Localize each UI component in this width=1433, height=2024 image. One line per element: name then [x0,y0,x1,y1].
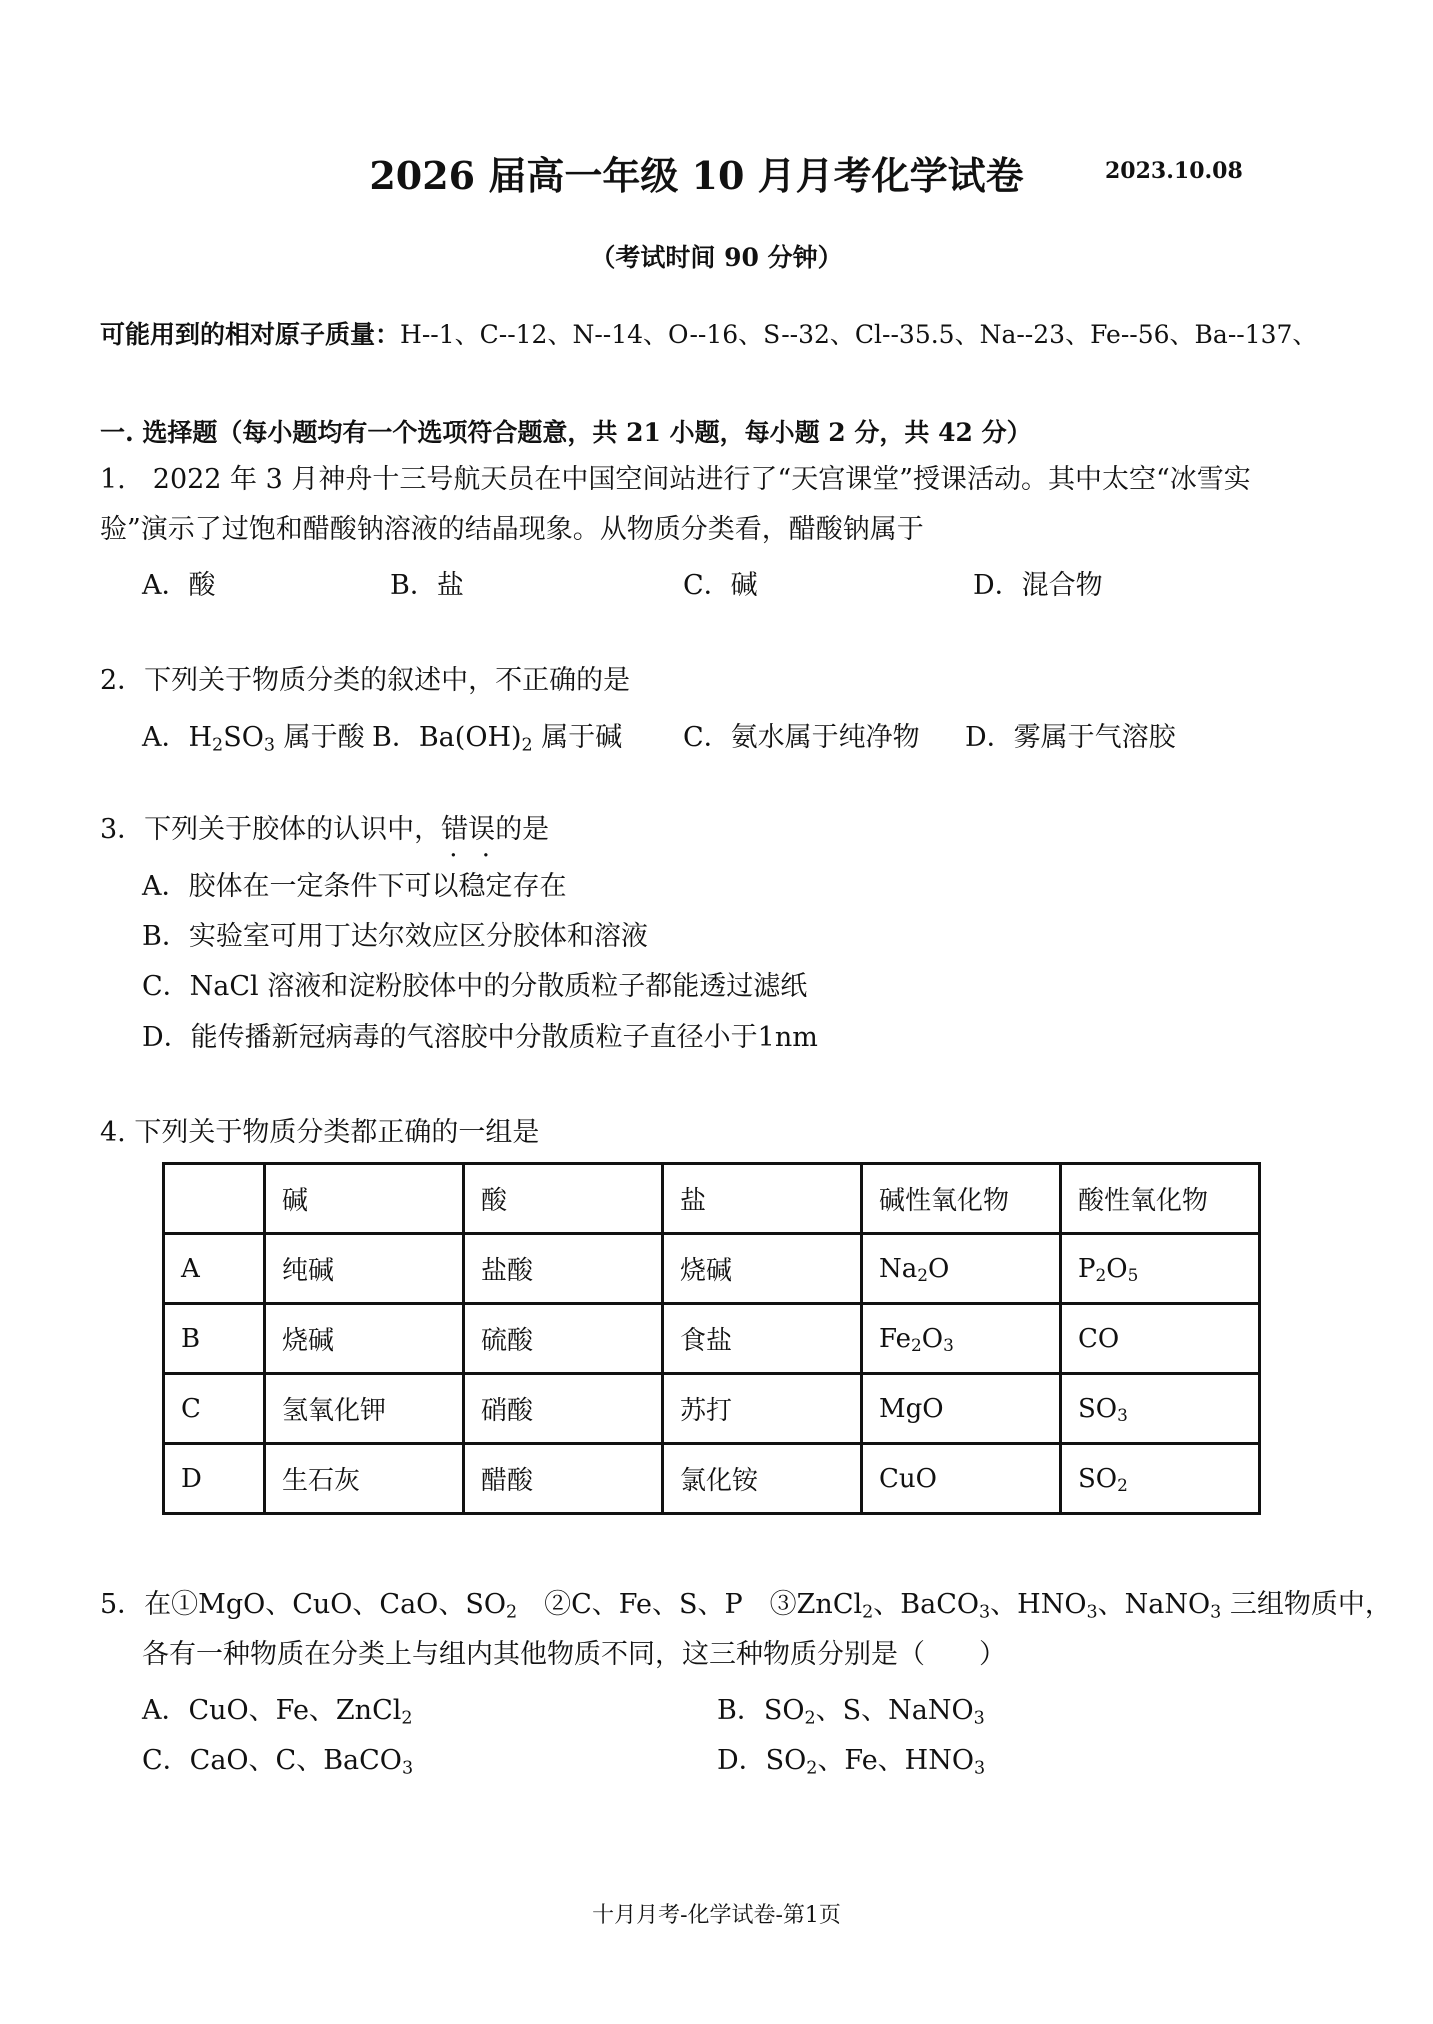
section-heading: 一. 选择题（每小题均有一个选项符合题意，共 21 小题，每小题 2 分，共 42 分） [100,418,1032,447]
cell-acid: 硫酸 [464,1304,663,1374]
q2-option-c: C．氨水属于纯净物 [683,722,920,753]
q2-stem: 2．下列关于物质分类的叙述中，不正确的是 [100,665,631,696]
cell-acidic-oxide: $SO_3$ [1061,1374,1260,1444]
cell-basic-oxide: CuO [862,1444,1061,1514]
table-header-cell: 碱 [265,1164,464,1234]
q1-option-d: D．混合物 [973,570,1103,601]
table-header-cell: 酸性氧化物 [1061,1164,1260,1234]
q2-option-b: B．$Ba(OH)_2$ 属于碱 [372,722,623,756]
exam-duration: （考试时间 90 分钟） [590,243,843,272]
table-row [164,1304,1260,1374]
cell-salt: 苏打 [663,1374,862,1444]
table-row [164,1234,1260,1304]
cell-acid: 盐酸 [464,1234,663,1304]
q5-option-d: D．$SO_2$、Fe、$HNO_3$ [717,1745,986,1779]
q5-option-a: A．CuO、Fe、ZnCl$_2$ [142,1695,413,1729]
q1-option-c: C．碱 [683,570,758,601]
exam-title: 2026 届高一年级 10 月月考化学试卷 [369,153,1024,198]
cell-salt: 氯化铵 [663,1444,862,1514]
table-header-cell [164,1164,265,1234]
table-row [164,1444,1260,1514]
q2-option-a: A．$H_2SO_3$ 属于酸 [142,722,365,756]
q1-option-b: B．盐 [390,570,464,601]
classification-table [162,1162,1261,1515]
q3-stem: 3．下列关于胶体的认识中，错误 · ·的是 [100,810,549,850]
cell-base: 生石灰 [265,1444,464,1514]
table-header-cell: 碱性氧化物 [862,1164,1061,1234]
row-key: C [164,1374,265,1444]
q5-option-b: B．$SO_2$、S、NaNO$_3$ [717,1695,985,1729]
q3-option-a: A．胶体在一定条件下可以稳定存在 [142,871,567,902]
cell-salt: 烧碱 [663,1234,862,1304]
atomic-mass-line [100,315,1317,351]
q3-option-c: C．NaCl 溶液和淀粉胶体中的分散质粒子都能透过滤纸 [142,971,808,1002]
cell-acidic-oxide: $P_2O_5$ [1061,1234,1260,1304]
table-header-cell: 酸 [464,1164,663,1234]
q2-option-d: D．雾属于气溶胶 [965,722,1176,753]
atomic-mass-label: 可能用到的相对原子质量： [100,320,401,349]
q5-line2: 各有一种物质在分类上与组内其他物质不同，这三种物质分别是（ ） [142,1639,1006,1670]
row-key: D [164,1444,265,1514]
table-header-cell: 盐 [663,1164,862,1234]
cell-acid: 醋酸 [464,1444,663,1514]
cell-base: 纯碱 [265,1234,464,1304]
row-key: A [164,1234,265,1304]
q1-option-a: A．酸 [142,570,216,601]
row-key: B [164,1304,265,1374]
emphasis-dots: 错误 · · [441,814,495,845]
cell-basic-oxide: $Fe_2O_3$ [862,1304,1061,1374]
table-header-row [164,1164,1260,1234]
q1-line1: 1. 2022 年 3 月神舟十三号航天员在中国空间站进行了“天宫课堂”授课活动。其中太空“冰雪实 [100,464,1251,495]
cell-base: 氢氧化钾 [265,1374,464,1444]
q3-option-d: D．能传播新冠病毒的气溶胶中分散质粒子直径小于1nm [142,1022,818,1053]
atomic-mass-values: H--1、C--12、N--14、O--16、S--32、Cl--35.5、Na--23、Fe--56、Ba--137、 [400,320,1318,349]
cell-acidic-oxide: CO [1061,1304,1260,1374]
q5-line1: 5．在①MgO、CuO、CaO、$SO_2$ ②C、Fe、S、P ③ZnCl$_2$、BaCO$_3$、$HNO_3$、NaNO$_3$ 三组物质中， [100,1589,1392,1623]
cell-acidic-oxide: $SO_2$ [1061,1444,1260,1514]
q4-stem: 4. 下列关于物质分类都正确的一组是 [100,1117,540,1148]
cell-basic-oxide: MgO [862,1374,1061,1444]
cell-basic-oxide: $Na_2O$ [862,1234,1061,1304]
exam-date: 2023.10.08 [1105,158,1243,184]
q5-option-c: C．CaO、C、BaCO$_3$ [142,1745,414,1779]
cell-salt: 食盐 [663,1304,862,1374]
page-footer: 十月月考-化学试卷-第1页 [592,1903,841,1928]
table-row [164,1374,1260,1444]
cell-base: 烧碱 [265,1304,464,1374]
q3-option-b: B．实验室可用丁达尔效应区分胶体和溶液 [142,921,648,952]
cell-acid: 硝酸 [464,1374,663,1444]
q1-line2: 验”演示了过饱和醋酸钠溶液的结晶现象。从物质分类看，醋酸钠属于 [100,514,924,545]
